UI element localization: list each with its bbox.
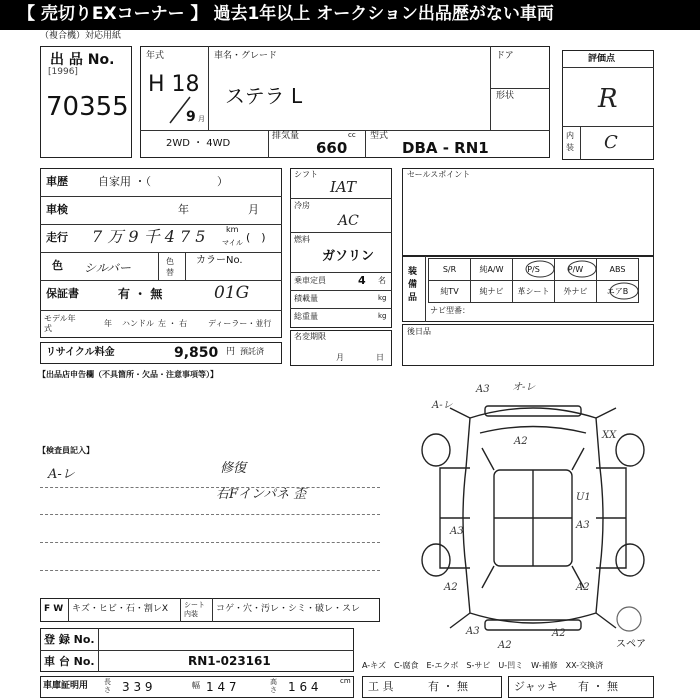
lot-number: 70355 [46,92,129,122]
handle-value: 左 ・ 右 [158,319,188,328]
load-label: 積載量 [294,294,318,303]
color-value: シルバー [84,261,131,275]
inspector-note-1: A-レ [48,467,75,482]
model-type-year: 年 [104,319,112,328]
displacement-label: 排気量 [272,131,300,141]
inspection-label: 車検 [46,203,68,216]
spare-label: スペア [616,639,646,650]
mileage-km: km [226,225,239,234]
month-value: 9 [186,109,196,125]
inspector-note-2: 修復 [220,461,247,476]
door-label: ドア [496,51,514,61]
length-label: 長さ [104,678,111,694]
name-label: 車名・グレード [214,51,278,61]
lot-stamp: [1996] [48,67,78,77]
mark-13: A2 [498,640,512,650]
seller-note-label: 【出品店申告欄（不具箇所・欠品・注意事項等）】 [38,370,218,379]
color-code-value: 01G [214,283,250,303]
year-label: 年式 [146,51,165,61]
height-value: 1 6 4 [288,680,319,694]
certificate-label: 車庫証明用 [43,681,89,691]
model-label: 型式 [370,131,389,141]
mark-5: XX [602,430,617,441]
shape-label: 形状 [496,91,515,101]
displacement-value: 660 [316,139,348,157]
change-date-day: 日 [376,353,384,362]
seat-label: シート内装 [184,601,205,618]
mark-7: A3 [450,526,464,537]
recycle-label: リサイクル料金 [46,347,115,358]
mark-9: A2 [444,582,458,593]
history-label: 車歴 [46,175,68,188]
color-label: 色 [52,259,63,272]
navi-model-label: ナビ型番： [430,306,470,315]
equipment-circles [512,258,652,304]
lot-label: 出 品 No. [50,52,115,68]
width-value: 1 4 7 [206,680,237,694]
doc-note: （複合機）対応用紙 [40,31,122,41]
capacity-value: 4 [358,274,366,287]
drive-label: 2WD ・ 4WD [166,138,231,149]
model-type-label: モデル年式 [44,314,76,333]
mark-6: U1 [576,492,591,503]
shift-label: シフト [294,170,318,179]
color-code-label: カラーNo. [196,255,243,266]
cm-unit: cm [340,677,351,685]
mark-11: A3 [466,626,480,637]
equip-ps: P/S [513,259,555,281]
month-unit: 月 [198,115,205,123]
equip-pw: P/W [555,259,597,281]
equip-leather: 革シート [513,281,555,303]
equip-ext-navi: 外ナビ [555,281,597,303]
capacity-label: 乗車定員 [294,276,326,285]
spare-tire-icon [614,604,644,634]
name-value: ステラ L [225,84,303,108]
fuel-value: ガソリン [322,249,375,264]
inspector-note-3: 右Fインパネ 歪 [216,487,307,502]
equip-sr: S/R [429,259,471,281]
gross-label: 総重量 [294,312,318,321]
jack-value: 有 ・ 無 [578,680,618,693]
handle-label: ハンドル [122,319,154,328]
interior-label: 内装 [566,131,574,152]
color-changed-label: 色替 [166,257,174,277]
seat-items: コゲ・穴・汚レ・シミ・破レ・スレ [216,604,361,614]
change-date-month: 月 [336,353,344,362]
mileage-mile: マイル [222,239,243,247]
tools-value: 有 ・ 無 [428,680,468,693]
mileage-label: 走行 [46,231,68,244]
mark-8: A3 [576,520,590,531]
recycle-unit: 円 [226,347,236,357]
year-value: H 18 [148,72,200,97]
history-value: 自家用 ・（ ） [98,175,228,188]
mileage-paren: ( ) [246,231,266,244]
mark-10: A2 [576,582,590,593]
inspector-label: 【検査員記入】 [38,446,94,455]
width-label: 幅 [192,681,200,690]
inspection-month-unit: 月 [248,203,259,216]
jack-label: ジャッキ [514,680,558,693]
capacity-unit: 名 [378,276,386,285]
recycle-note: 預託済 [240,347,264,356]
height-label: 高さ [270,678,277,694]
sales-point-box [402,168,654,256]
equip-abs: ABS [597,259,639,281]
gross-unit: kg [378,312,387,320]
equip-airbag: エアB [597,281,639,303]
shift-value: IAT [330,178,356,196]
model-value: DBA - RN1 [402,139,489,157]
warranty-value: 有 ・ 無 [118,287,163,301]
ac-label: 冷房 [294,201,310,210]
fuel-label: 燃料 [294,235,310,244]
recycle-value: 9,850 [174,345,219,361]
warranty-label: 保証書 [46,287,79,300]
damage-legend: A-キズ C-腐食 E-エクボ S-サビ U-凹ミ W-補修 XX-交換済 [362,661,604,670]
after-date-label: 後日品 [407,327,431,336]
mark-12: A2 [552,628,566,639]
mark-2: オ-レ [512,382,536,393]
mark-4: A2 [514,436,528,447]
score-value: R [598,84,618,114]
fw-label: F W [44,604,64,614]
tools-label: 工 具 [368,680,394,693]
registration-label: 登 録 No. [44,633,95,646]
equip-tv: 純TV [429,281,471,303]
fw-items: キズ・ヒビ・石・割レX [72,604,168,614]
sales-point-label: セールスポイント [407,170,471,179]
mileage-value: 7 万 9 千 4 7 5 [92,227,206,246]
details-block [40,168,282,338]
load-unit: kg [378,294,387,302]
dealer-label: ディーラー・並行 [208,319,272,328]
banner-text: 【 売切りEXコーナー 】 過去1年以上 オークション出品歴がない車両 [18,4,554,24]
equip-navi: 純ナビ [471,281,513,303]
chassis-label: 車 台 No. [44,655,95,668]
inspection-year-unit: 年 [178,203,189,216]
ac-value: AC [338,213,359,229]
score-label: 評価点 [588,54,616,64]
mark-3: A-レ [432,400,453,411]
equipment-label: 装備品 [408,267,418,303]
interior-value: C [604,132,618,153]
after-date-box [402,324,654,366]
mark-1: A3 [476,384,490,395]
displacement-unit: cc [348,131,356,139]
chassis-value: RN1-023161 [188,654,271,668]
length-value: 3 3 9 [122,680,153,694]
equip-aw: 純A/W [471,259,513,281]
change-date-label: 名変期限 [294,332,326,341]
